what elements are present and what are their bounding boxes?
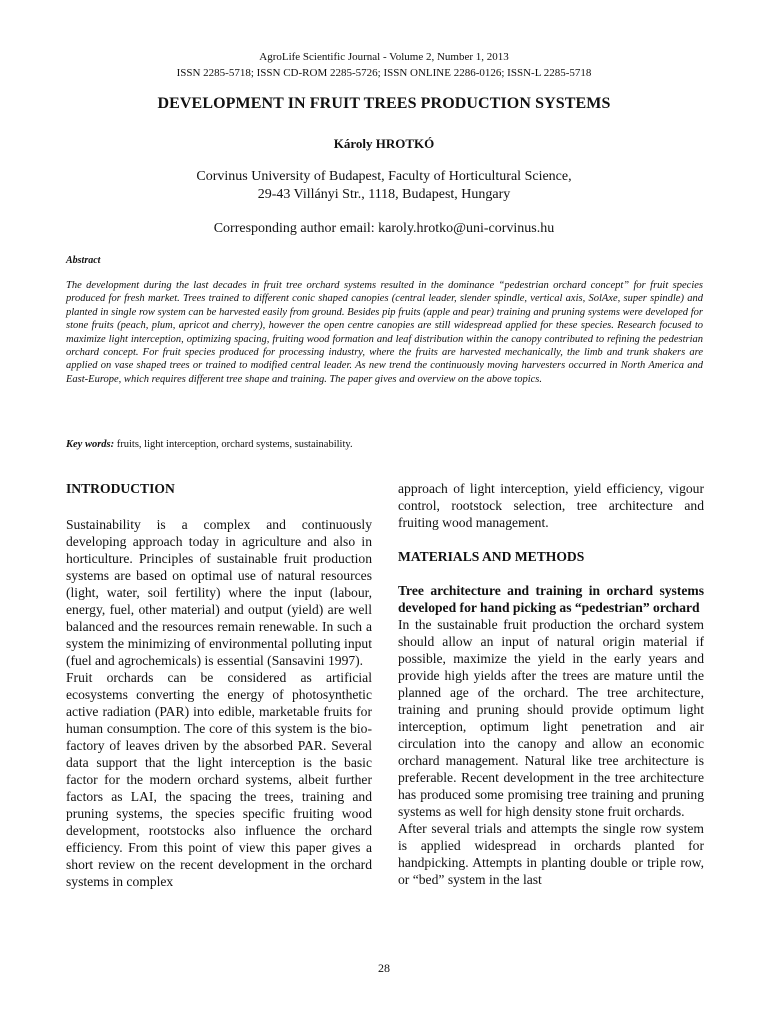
paper-title: DEVELOPMENT IN FRUIT TREES PRODUCTION SYSTEMS [157, 95, 611, 112]
affiliation-line-2: 29-43 Villányi Str., 1118, Budapest, Hungary [257, 187, 511, 202]
keywords-text: fruits, light interception, orchard systems, sustainability. [114, 439, 353, 450]
materials-methods-heading: MATERIALS AND METHODS [398, 549, 585, 564]
left-column [66, 480, 372, 890]
page-number: 28 [378, 961, 390, 975]
corresponding-email: Corresponding author email: karoly.hrotko@uni-corvinus.hu [213, 221, 555, 236]
methods-paragraph-1: In the sustainable fruit production the orchard system should allow an input of natural origin material if possible, maximize the yield in the early years and provide high yields after the trees are mature until the planned age of the orchard. The tree architecture, training and pruning should provide optimum light interception, optimum light penetration and air circulation into the canopy and allow an economic orchard management. Natural like tree architecture is preferable. Recent development in the tree architecture has produced some promising tree training and pruning systems as well for high density stone fruit orchards. [398, 617, 704, 819]
abstract-text: The development during the last decades in fruit tree orchard systems resulted in the dominance “pedestrian orchard concept” for fruit species produced for fresh market. Trees trained to different conic shaped canopies (central leader, slender spindle, vertical axis, SolAxe, super spindle) and planted in single row system can be harvested easily from ground. Besides pip fruits (apple and pear) training and pruning systems were developed for stone fruits (peach, plum, apricot and cherry), however the open centre canopies are still widespread applied for these species. Research focused to maximize light interception, optimizing spacing, fruiting wood formation and leaf distribution within the canopy contributed to refining the pedestrian orchard concept. For fruit species produced for processing industry, where the fruits are harvested mechanically, the limb and trunk shakers are applied on vase shaped trees or trained to modified central leader. As new trend the continuously moving harvesters occurred in North America and East-Europe, which requires different tree shape and training. The paper gives and overview on the above topics. [66, 280, 703, 385]
author-name: Károly HROTKÓ [333, 136, 435, 151]
subsection-heading: Tree architecture and training in orchard systems developed for hand picking as “pedestrian” orchard [398, 583, 704, 615]
journal-name-line: AgroLife Scientific Journal - Volume 2, Number 1, 2013 [259, 51, 509, 63]
intro-continuation: approach of light interception, yield efficiency, vigour control, rootstock selection, tree architecture and fruiting wood management. [398, 481, 704, 530]
issn-line: ISSN 2285-5718; ISSN CD-ROM 2285-5726; ISSN ONLINE 2286-0126; ISSN-L 2285-5718 [176, 67, 592, 79]
abstract-heading: Abstract [66, 255, 101, 266]
keywords-label: Key words: [66, 439, 115, 450]
affiliation-line-1: Corvinus University of Budapest, Faculty of Horticultural Science, [196, 169, 572, 184]
keywords [66, 438, 703, 451]
introduction-heading: INTRODUCTION [66, 481, 175, 496]
intro-paragraph-2: Fruit orchards can be considered as artificial ecosystems converting the energy of photosynthetic active radiation (PAR) into edible, marketable fruits for human consumption. The core of this system is the bio-factory of leaves driven by the absorbed PAR. Several data support that the light interception is the basic factor for the modern orchard systems, albeit further factors as LAI, the spacing the trees, training and pruning systems, the species specific fruiting wood development, rootstocks also influence the orchard efficiency. From this point of view this paper gives a short review on the recent development in the orchard systems in complex [66, 670, 372, 889]
right-column [398, 480, 704, 888]
intro-paragraph-1: Sustainability is a complex and continuously developing approach today in agriculture and also in horticulture. Principles of sustainable fruit production systems are based on optimal use of natural resources (light, water, soil fertility) where the input (labour, energy, fuel, other material) and output (yield) are well balanced and the resources remain renewable. In such a system the minimizing of environmental polluting input (fuel and agrochemicals) is essential (Sansavini 1997). [66, 517, 372, 668]
methods-paragraph-2: After several trials and attempts the single row system is applied widespread in orchards planted for handpicking. Attempts in planting double or triple row, or “bed” system in the last [398, 821, 704, 887]
